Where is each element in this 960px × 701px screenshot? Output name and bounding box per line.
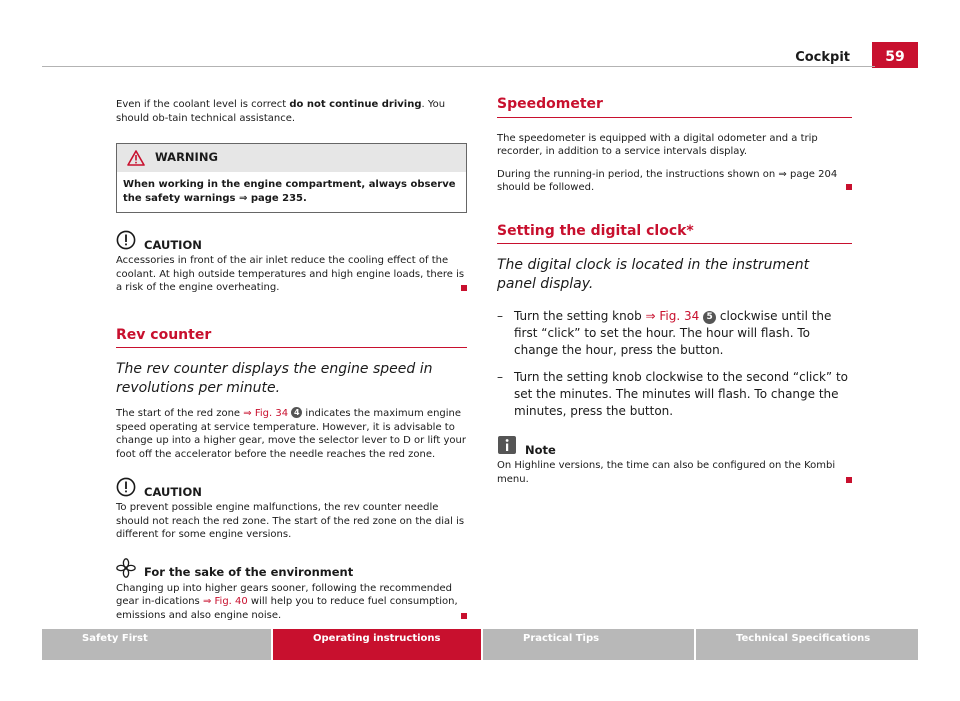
footer-nav: [42, 629, 918, 660]
warning-title: WARNING: [155, 150, 218, 165]
footer-tab-operating-instructions[interactable]: Operating instructions: [273, 629, 481, 660]
step-item: [497, 369, 852, 420]
caution-text: Accessories in front of the air inlet reduce the cooling effect of the coolant. At high outside temperatures and high engine loads, there is a risk of the engine overheating.: [116, 254, 467, 295]
caution-title: CAUTION: [144, 237, 202, 252]
section-end-marker: [846, 477, 852, 483]
section-end-marker: [846, 184, 852, 190]
rev-counter-paragraph: The start of the red zone ⇒ Fig. 34 4 indicates the maximum engine speed operating at service temperature. However, it is advisable to change up into a higher gear, move the selector lever to D or lift your foot off the accelerator before the needle reaches the red zone.: [116, 408, 466, 460]
fig-reference-link[interactable]: ⇒ Fig. 34: [243, 408, 289, 419]
section-end-marker: [461, 285, 467, 291]
speedometer-heading: Speedometer: [497, 98, 852, 118]
step-dash: –: [497, 370, 503, 384]
step-text: Turn the setting knob clockwise to the second “click” to set the minutes. The minutes will flash. To change the minutes, press the button.: [514, 370, 849, 418]
environment-title: For the sake of the environment: [144, 565, 354, 579]
coolant-text-end: . You should ob-tain technical assistance.: [116, 99, 446, 124]
right-column: [497, 98, 852, 486]
warning-text: When working in the engine compartment, always observe the safety warnings ⇒ page 235.: [123, 179, 456, 204]
coolant-text: Even if the coolant level is correct: [116, 99, 290, 110]
caution-header: [116, 230, 467, 250]
running-header-title: Cockpit: [795, 50, 850, 65]
callout-number: 5: [703, 311, 716, 324]
caution-text-2: To prevent possible engine malfunctions, the rev counter needle should not reach the red zone. The start of the red zone on the dial is different for some engine versions.: [116, 502, 465, 540]
clock-heading: Setting the digital clock*: [497, 225, 852, 245]
section-end-marker: [461, 613, 467, 619]
fig-reference-link[interactable]: ⇒ Fig. 40: [202, 596, 248, 607]
step-dash: –: [497, 309, 503, 323]
caution-icon: [116, 477, 136, 497]
coolant-paragraph: [116, 98, 467, 125]
footer-tab-safety-first[interactable]: Safety First: [42, 629, 271, 660]
note-title: Note: [525, 442, 556, 457]
step-text: Turn the setting knob ⇒ Fig. 34 5 clockwise until the first “click” to set the hour. The hour will flash. To change the hour, press the button.: [514, 309, 832, 357]
note-header: [497, 435, 852, 455]
warning-triangle-icon: [127, 150, 145, 166]
speedometer-paragraph-1: The speedometer is equipped with a digital odometer and a trip recorder, in addition to a service intervals display.: [497, 132, 818, 157]
note-text: On Highline versions, the time can also be configured on the Kombi menu.: [497, 459, 852, 486]
coolant-emphasis: do not continue driving: [289, 99, 422, 110]
info-icon: [497, 435, 517, 455]
rev-counter-heading: Rev counter: [116, 329, 467, 349]
speedometer-paragraph-2: During the running-in period, the instructions shown on ⇒ page 204 should be followed.: [497, 168, 852, 195]
footer-tab-practical-tips[interactable]: Practical Tips: [483, 629, 694, 660]
fig-reference-link[interactable]: ⇒ Fig. 34: [645, 309, 700, 323]
warning-header: [117, 144, 466, 172]
callout-number: 4: [291, 407, 302, 418]
page-number: 59: [872, 42, 918, 68]
flower-icon: [116, 558, 136, 578]
clock-intro: The digital clock is located in the instrument panel display.: [497, 257, 810, 292]
caution-header-2: [116, 477, 467, 497]
header-rule: [42, 66, 875, 67]
footer-tab-technical-specifications[interactable]: Technical Specifications: [696, 629, 918, 660]
warning-box: [116, 143, 467, 213]
rev-counter-intro: The rev counter displays the engine speed in revolutions per minute.: [116, 361, 433, 396]
caution-title-2: CAUTION: [144, 484, 202, 499]
caution-icon: [116, 230, 136, 250]
environment-text: Changing up into higher gears sooner, following the recommended gear in-dications ⇒ Fig. 40 will help you to reduce fuel consumption, emissions and also engine noise.: [116, 582, 467, 623]
left-column: [116, 98, 467, 622]
step-item: [497, 308, 852, 359]
environment-header: [116, 558, 467, 578]
